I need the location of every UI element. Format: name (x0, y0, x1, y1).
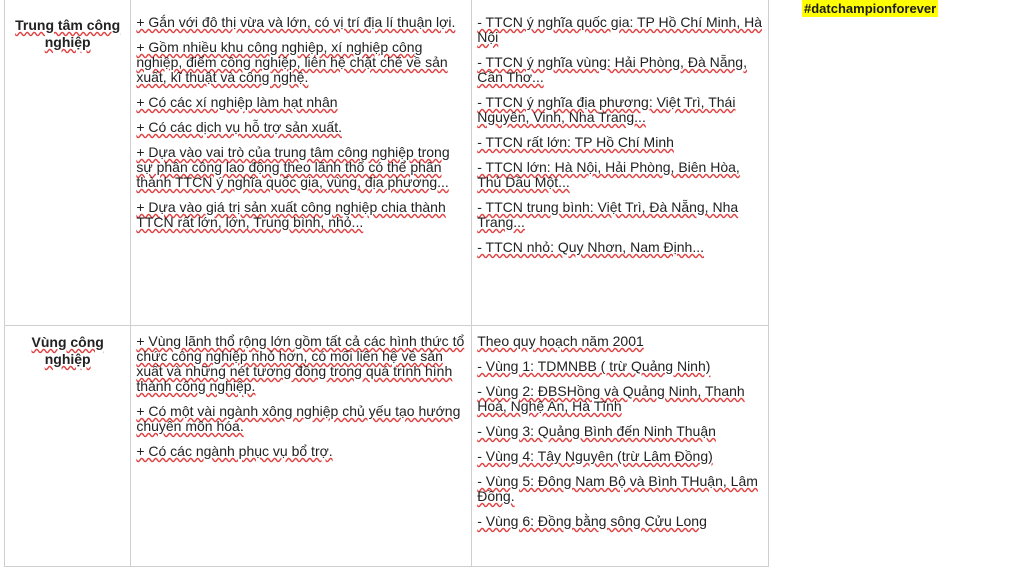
feature-item: + Có các xí nghiệp làm hạt nhân (136, 94, 338, 110)
examples-cell (472, 0, 769, 326)
comparison-table (4, 0, 769, 567)
feature-item: + Có các ngành phục vụ bổ trợ. (136, 443, 333, 459)
hashtag-label: #datchampionforever (804, 1, 937, 16)
example-item: - Vùng 1: TDMNBB ( trừ Quảng Ninh) (477, 358, 711, 374)
features-cell (131, 326, 472, 567)
feature-item: + Dựa vào giá trị sản xuất công nghiệp chia thành TTCN rất lớn, lớn, Trung bình, nhỏ... (136, 199, 446, 230)
example-item: - Vùng 5: Đông Nam Bộ và Bình THuận, Lâm Đồng. (477, 473, 758, 504)
feature-item: + Có một vài ngành xông nghiệp chủ yếu tạo hướng chuyên môn hóa. (136, 403, 461, 434)
example-item: - TTCN ý nghĩa quốc gia: TP Hồ Chí Minh, Hà Nội (477, 14, 763, 45)
feature-item: + Gắn với đô thị vừa và lớn, có vị trí địa lí thuận lợi. (136, 14, 456, 30)
feature-item: + Vùng lãnh thổ rộng lớn gồm tất cả các hình thức tổ chức công nghiệp nhỏ hơn, có mối liên hệ về sản xuất và những nét tương đồng trong quá trình hình thành công nghiệp. (136, 333, 465, 394)
row-header-cell (5, 0, 131, 326)
example-item: - Vùng 6: Đồng bằng sông Cửu Long (477, 513, 707, 529)
example-item: - TTCN lớn: Hà Nội, Hải Phòng, Biên Hòa, Thủ Dầu Một... (477, 159, 740, 190)
feature-item: + Gồm nhiều khu công nghiệp, xí nghiệp công nghiệp, điểm công nghiệp, liên hệ chặt chẽ về sản xuất, kĩ thuật và công nghệ. (136, 39, 448, 85)
example-item: - TTCN ý nghĩa vùng: Hải Phòng, Đà Nẵng, Cần Thơ... (477, 54, 747, 85)
examples-cell (472, 326, 769, 567)
row-title: Vùng công nghiệp (31, 334, 104, 367)
example-item: - TTCN nhỏ: Quy Nhơn, Nam Định... (477, 239, 704, 255)
row-title: Trung tâm công nghiệp (15, 17, 121, 50)
features-cell (131, 0, 472, 326)
row-header-cell (5, 326, 131, 567)
table-row (5, 0, 769, 326)
example-item: - TTCN rất lớn: TP Hồ Chí Minh (477, 134, 674, 150)
example-item: - TTCN ý nghĩa địa phương: Việt Trì, Thái Nguyên, Vinh, Nha Trang... (477, 94, 736, 125)
example-item: - Vùng 3: Quảng Bình đến Ninh Thuận (477, 423, 716, 439)
example-item: - Vùng 2: ĐBSHồng và Quảng Ninh, Thanh Hoá, Nghệ An, Hà Tĩnh (477, 383, 745, 414)
example-item: - Vùng 4: Tây Nguyên (trừ Lâm Đồng) (477, 448, 713, 464)
table-row (5, 326, 769, 567)
feature-item: + Dựa vào vai trò của trung tâm công nghiệp trong sự phân công lao động theo lãnh thổ có thể phân thành TTCN ý nghĩa quốc gia, vùng, địa phương... (136, 144, 450, 190)
feature-item: + Có các dịch vụ hỗ trợ sản xuất. (136, 119, 343, 135)
example-item: - TTCN trung bình: Việt Trì, Đà Nẵng, Nha Trang... (477, 199, 739, 230)
example-item: Theo quy hoạch năm 2001 (477, 333, 644, 349)
